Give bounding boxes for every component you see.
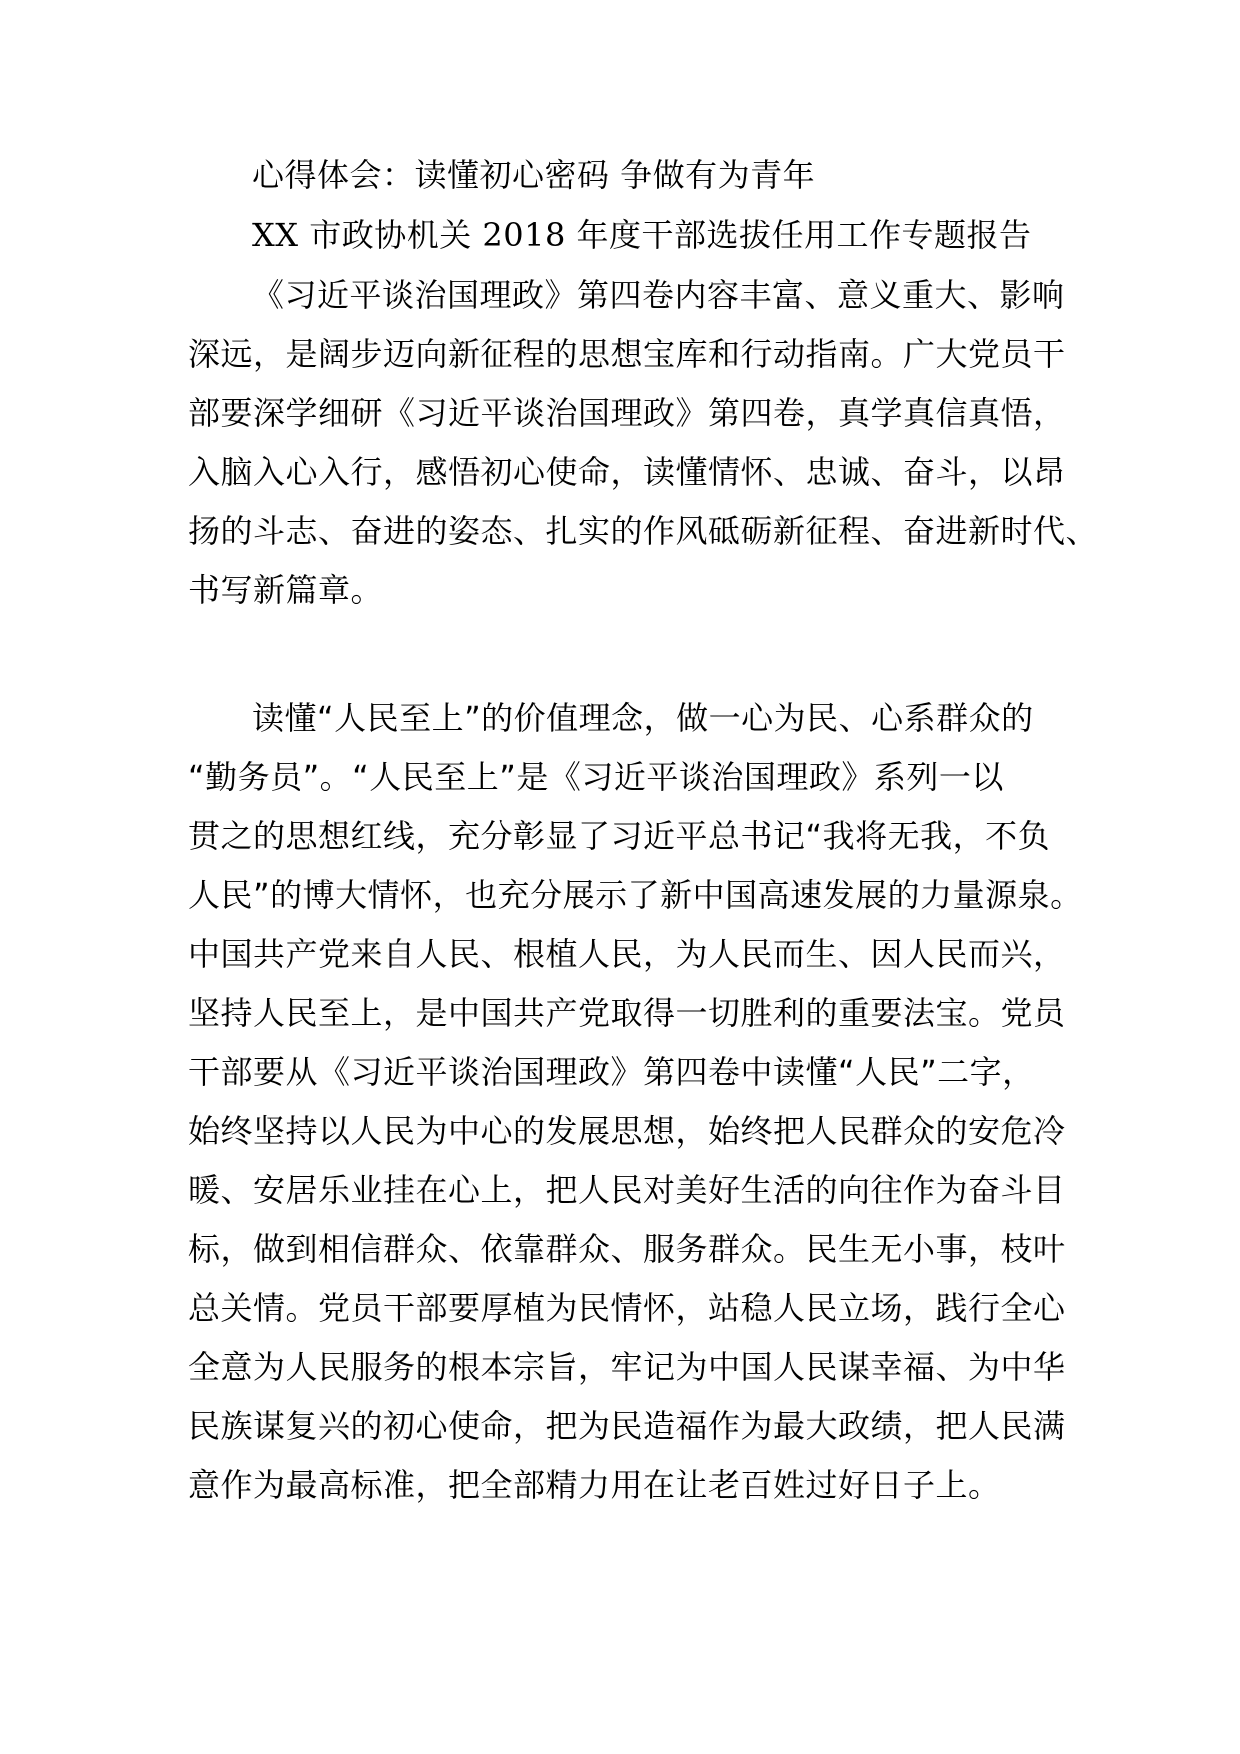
paragraph-1-line-6: 书写新篇章。 [188, 571, 384, 609]
paragraph-2-line-9: 暖、安居乐业挂在心上，把人民对美好生活的向往作为奋斗目 [188, 1171, 1066, 1209]
paragraph-2-line-12: 全意为人民服务的根本宗旨，牢记为中国人民谋幸福、为中华 [188, 1348, 1066, 1386]
paragraph-1-line-2: 深远，是阔步迈向新征程的思想宝库和行动指南。广大党员干 [188, 335, 1066, 373]
paragraph-2-line-11: 总关情。党员干部要厚植为民情怀，站稳人民立场，践行全心 [188, 1289, 1066, 1327]
paragraph-2-line-13: 民族谋复兴的初心使命，把为民造福作为最大政绩，把人民满 [188, 1407, 1066, 1445]
paragraph-2-line-1: 读懂“人民至上”的价值理念，做一心为民、心系群众的 [252, 699, 1034, 737]
paragraph-1-line-1: 《习近平谈治国理政》第四卷内容丰富、意义重大、影响 [252, 276, 1065, 314]
paragraph-2-line-3: 贯之的思想红线，充分彰显了习近平总书记“我将无我，不负 [188, 817, 1051, 855]
paragraph-2-line-2: “勤务员”。“人民至上”是《习近平谈治国理政》系列一以 [188, 758, 1004, 796]
paragraph-2-line-5: 中国共产党来自人民、根植人民，为人民而生、因人民而兴， [188, 935, 1066, 973]
paragraph-2-line-14: 意作为最高标准，把全部精力用在让老百姓过好日子上。 [188, 1466, 1001, 1504]
document-heading-1: 心得体会：读懂初心密码 争做有为青年 [252, 156, 816, 194]
paragraph-2-line-10: 标，做到相信群众、依靠群众、服务群众。民生无小事，枝叶 [188, 1230, 1066, 1268]
paragraph-2-line-6: 坚持人民至上，是中国共产党取得一切胜利的重要法宝。党员 [188, 994, 1066, 1032]
paragraph-1-line-5: 扬的斗志、奋进的姿态、扎实的作风砥砺新征程、奋进新时代、 [188, 512, 1099, 550]
paragraph-1-line-4: 入脑入心入行，感悟初心使命，读懂情怀、忠诚、奋斗，以昂 [188, 453, 1066, 491]
paragraph-2-line-4: 人民”的博大情怀，也充分展示了新中国高速发展的力量源泉。 [188, 876, 1083, 914]
paragraph-2-line-7: 干部要从《习近平谈治国理政》第四卷中读懂“人民”二字， [188, 1053, 1035, 1091]
document-heading-2: XX 市政协机关 2018 年度干部选拔任用工作专题报告 [252, 216, 1032, 254]
paragraph-2-line-8: 始终坚持以人民为中心的发展思想，始终把人民群众的安危冷 [188, 1112, 1066, 1150]
paragraph-1-line-3: 部要深学细研《习近平谈治国理政》第四卷，真学真信真悟， [188, 394, 1066, 432]
